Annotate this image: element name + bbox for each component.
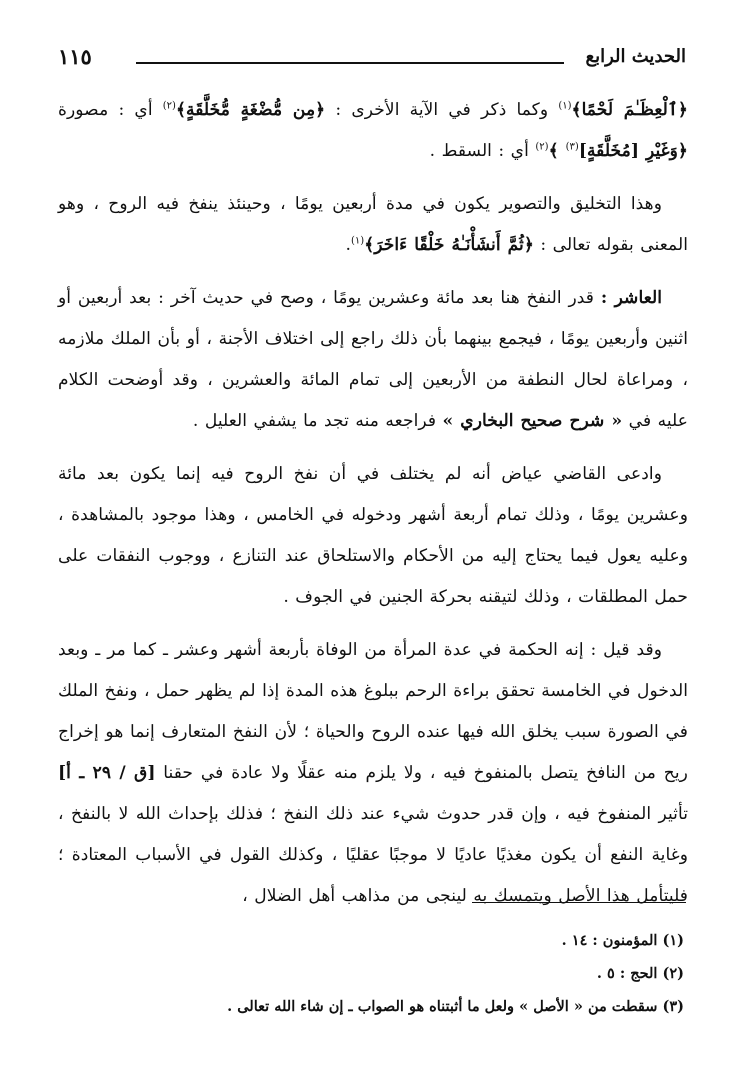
page-number: ١١٥ bbox=[58, 44, 92, 69]
footnote-separator bbox=[472, 902, 686, 903]
footnote-ref: (٣) bbox=[565, 141, 579, 153]
paragraph-1 bbox=[58, 90, 688, 172]
book-title: « شرح صحيح البخاري » bbox=[442, 411, 623, 431]
text-run: أي : السقط . bbox=[429, 141, 536, 161]
footnote-ref: (١) bbox=[558, 100, 572, 112]
quran-verse: ﴿ثُمَّ أَنشَأْنَـٰهُ خَلْقًا ءَاخَرَ﴾ bbox=[364, 235, 534, 255]
footnote-ref: (٢) bbox=[162, 100, 176, 112]
main-text bbox=[58, 90, 688, 929]
header-rule bbox=[136, 62, 564, 64]
text-run: وادعى القاضي عياض أنه لم يختلف في أن نفخ الروح فيه إنما يكون بعد مائة وعشرين يومًا ، وذلك تمام أربعة أشهر ودخوله في الخامس ، وهذا موجود بالمشاهدة ، وعليه يعول فيما يحتاج إليه من الأحكام والاستلحاق عند التنازع ، ووجوب النفقات على حمل المطلقات ، وذلك لتيقنه بحركة الجنين في الجوف . bbox=[58, 464, 688, 607]
paragraph-2 bbox=[58, 184, 688, 266]
text-run: فراجعه منه تجد ما يشفي العليل . bbox=[192, 411, 443, 431]
paragraph-3 bbox=[58, 278, 688, 442]
text-run: أي : مصورة bbox=[58, 100, 163, 120]
footnote-1: (١) المؤمنون : ١٤ . bbox=[561, 932, 684, 949]
quran-verse-close: ﴾ bbox=[548, 141, 566, 161]
paragraph-5 bbox=[58, 630, 688, 917]
text-run: تأثير المنفوخ فيه ، وإن قدر حدوث شيء عند ذلك النفخ ؛ فذلك بإحداث الله لا بالنفخ ، وغاية النفع أن يكون مغذيًا عاديًا لا موجبًا عقليًا ، وكذلك القول في الأسباب المعتادة ؛ فليتأمل هذا الأصل ويتمسك به لينجى من مذاهب أهل الضلال ، bbox=[58, 804, 688, 906]
chapter-title: الحديث الرابع bbox=[585, 46, 686, 67]
quran-verse: ﴿مِن مُّضْغَةٍ مُّخَلَّقَةٍ﴾ bbox=[175, 100, 326, 120]
text-run: وكما ذكر في الآية الأخرى : bbox=[325, 100, 559, 120]
point-heading: العاشر : bbox=[600, 288, 662, 308]
quran-verse: ﴿وَغَيْرِ [مُخَلَّقَةٍ] bbox=[578, 141, 688, 161]
footnote-ref: (٢) bbox=[535, 141, 549, 153]
footnotes bbox=[58, 924, 684, 1023]
text-run: وقد قيل : إنه الحكمة في عدة المرأة من الوفاة بأربعة أشهر وعشر ـ كما مر ـ وبعد الدخول في الخامسة تحقق براءة الرحم ببلوغ هذه المدة إذا لم يظهر حمل ، ونفخ الملك في الصورة سبب يخلق الله فيها عنده الروح والحياة ؛ لأن النفخ المتعارف إنما هو إخراج ريح من النافخ يتصل بالمنفوخ فيه ، ولا يلزم منه عقلًا ولا عادة في حقنا bbox=[58, 640, 688, 783]
text-run: قدر النفخ هنا بعد مائة وعشرين يومًا ، وصح في حديث آخر : بعد أربعين أو اثنين وأربعين يومًا ، فيجمع بينهما بأن ذلك راجع إلى اختلاف الأجنة ، أو بأن الملك ملازمه ، ومراعاة لحال النطفة من الأربعين إلى تمام المائة والعشرين ، وقد أوضحت الكلام عليه في bbox=[58, 288, 688, 431]
text-run: وهذا التخليق والتصوير يكون في مدة أربعين يومًا ، وحينئذ ينفخ فيه الروح ، وهو المعنى بقوله تعالى : bbox=[58, 194, 688, 255]
manuscript-folio-marker: [ق / ٢٩ ـ أ] bbox=[58, 763, 156, 783]
running-header bbox=[58, 40, 688, 74]
footnote-3: (٣) سقطت من « الأصل » ولعل ما أثبتناه هو الصواب ـ إن شاء الله تعالى . bbox=[227, 998, 684, 1015]
text-run: . bbox=[345, 235, 352, 255]
footnote-ref: (١) bbox=[351, 235, 365, 247]
quran-verse: ﴿ٱلْعِظَـٰمَ لَحْمًا﴾ bbox=[571, 100, 688, 120]
paragraph-4 bbox=[58, 454, 688, 618]
footnote-2: (٢) الحج : ٥ . bbox=[596, 965, 684, 982]
